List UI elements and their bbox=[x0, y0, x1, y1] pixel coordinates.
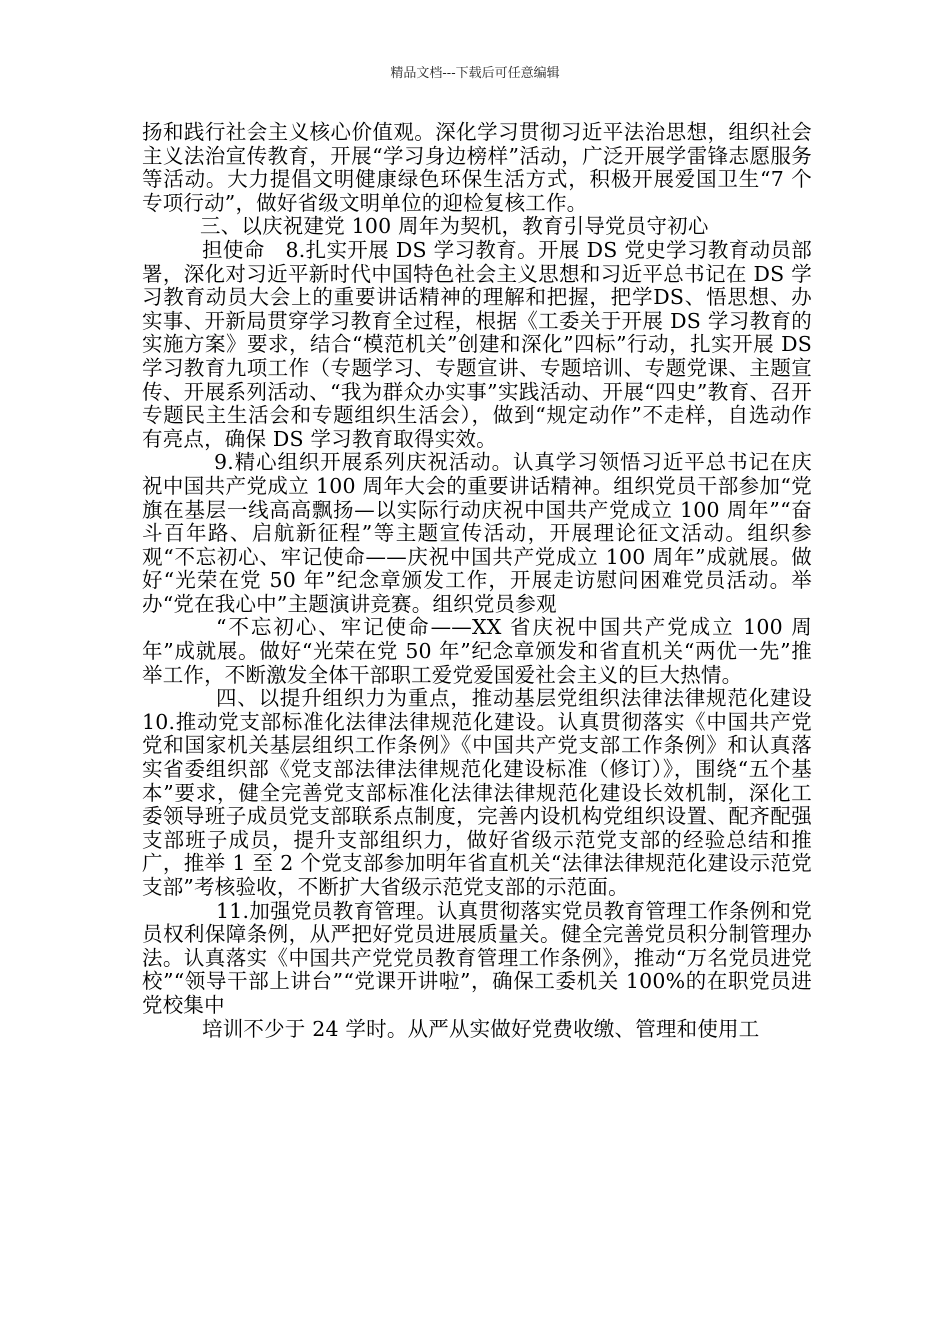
paragraph-civilization: 扬和践行社会主义核心价值观。深化学习贯彻习近平法治思想，组织社会主义法治宣传教育，开展“学习身边榜样”活动，广泛开展学雷锋志愿服务等活动。大力提倡文明健康绿色环保生活方式，积极开展爱国卫生“7 个专项行动”，做好省级文明单位的迎检复核工作。 bbox=[142, 120, 812, 215]
paragraph-branch-standardization: 四、以提升组织力为重点，推动基层党组织法律法律规范化建设 10.推动党支部标准化法律法律规范化建设。认真贯彻落实《中国共产党党和国家机关基层组织工作条例》《中国共产党支部工作条例》和认真落实省委组织部《党支部法律法律规范化建设标准（修订）》，围绕“五个基本”要求，健全完善党支部标准化法律法律规范化建设长效机制，深化工委领导班子成员党支部联系点制度，完善内设机构党组织设置、配齐配强支部班子成员，提升支部组织力，做好省级示范党支部的经验总结和推广，推举 1 至 2 个党支部参加明年省直机关“法律法律规范化建设示范党支部”考核验收，不断扩大省级示范党支部的示范面。 bbox=[142, 686, 833, 899]
section-heading-three: 三、以庆祝建党 100 周年为契机，教育引导党员守初心 bbox=[200, 214, 709, 239]
paragraph-ds-education: 担使命 8.扎实开展 DS 学习教育。开展 DS 党史学习教育动员部署，深化对习近平新时代中国特色社会主义思想和习近平总书记在 DS 学习教育动员大会上的重要讲话精神的理解和把握，把学DS、悟思想、办实事、开新局贯穿学习教育全过程，根据《工委关于开展 DS 学习教育的实施方案》要求，结合“模范机关”创建和深化”四标”行动，扎实开展 DS 学习教育九项工作（专题学习、专题宣讲、专题培训、专题党课、主题宣传、开展系列活动、“我为群众办实事”实践活动、开展“四史”教育、召开专题民主生活会和专题组织生活会），做到“规定动作”不走样，自选动作有亮点，确保 DS 学习教育取得实效。 bbox=[142, 237, 812, 451]
paragraph-training-hours: 培训不少于 24 学时。从严从实做好党费收缴、管理和使用工 bbox=[202, 1016, 760, 1041]
paragraph-celebration-activities: 9.精心组织开展系列庆祝活动。认真学习领悟习近平总书记在庆祝中国共产党成立 100 周年大会的重要讲话精神。组织党员干部参加“党旗在基层一线高高飘扬—以实际行动庆祝中国共产党成立 100 周年”“奋斗百年路、启航新征程”等主题宣传活动，开展理论征文活动。组织参观“不忘初心、牢记使命——庆祝中国共产党成立 100 周年”成就展。做好“光荣在党 50 年”纪念章颁发工作，开展走访慰问困难党员活动。举办“党在我心中”主题演讲竞赛。组织党员参观 bbox=[142, 450, 812, 616]
paragraph-member-management: 11.加强党员教育管理。认真贯彻落实党员教育管理工作条例和党员权利保障条例，从严把好党员进展质量关。健全完善党员积分制管理办法。认真落实《中国共产党党员教育管理工作条例》，推动“万名党员进党校”“领导干部上讲台”“党课开讲啦”，确保工委机关 100%的在职党员进党校集中 bbox=[142, 898, 812, 1017]
page-header: 精品文档---下载后可任意编辑 bbox=[390, 66, 560, 81]
paragraph-exhibition: “不忘初心、牢记使命——XX 省庆祝中国共产党成立 100 周年”成就展。做好“光荣在党 50 年”纪念章颁发和省直机关“两优一先”推举工作，不断激发全体干部职工爱党爱国爱社会主义的巨大热情。 bbox=[142, 615, 812, 687]
document-body bbox=[142, 120, 833, 1041]
